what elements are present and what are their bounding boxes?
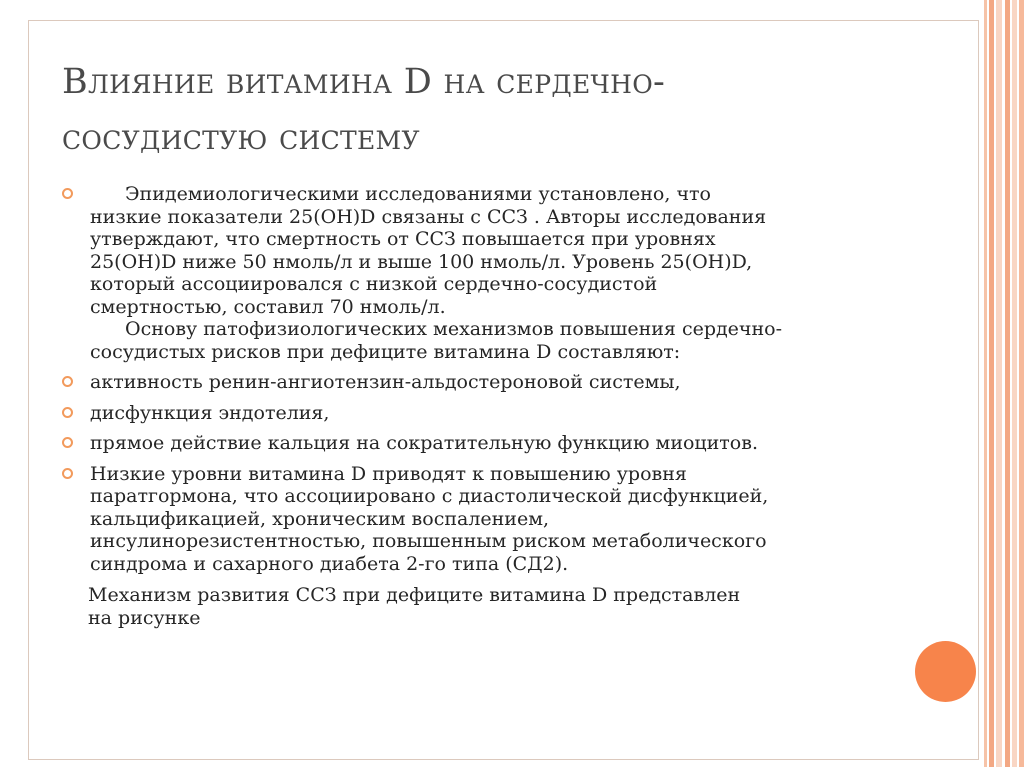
bullet-text: прямое действие кальция на сократительную функцию миоцитов. (90, 432, 758, 454)
slide-title (62, 54, 862, 166)
paragraph-line: Механизм развития ССЗ при дефиците витамина D представлен (88, 584, 741, 606)
paragraph-line: Основу патофизиологических механизмов повышения сердечно- (125, 318, 783, 340)
paragraph-line: паратгормона, что ассоциировано с диастолической дисфункцией, (90, 485, 769, 507)
paragraph-line: на рисунке (88, 606, 201, 629)
paragraph-line: инсулинорезистентностью, повышенным риском метаболического (90, 530, 767, 552)
title-line-1: Влияние витамина D на сердечно- (62, 62, 666, 102)
bullet-item-4 (62, 432, 882, 455)
bullet-circle-icon (62, 468, 73, 479)
paragraph-line: синдрома и сахарного диабета 2-го типа (СД2). (90, 552, 569, 575)
paragraph-line: кальцификацией, хроническим воспалением, (90, 507, 550, 530)
bullet-circle-icon (62, 188, 73, 199)
paragraph-line: Эпидемиологическими исследованиями установлено, что (125, 183, 711, 205)
paragraph-line: смертностью, составил 70 нмоль/л. (90, 295, 446, 318)
paragraph-line: 25(OH)D ниже 50 нмоль/л и выше 100 нмоль/л. Уровень 25(OH)D, (90, 250, 753, 273)
slide-body (62, 183, 882, 629)
paragraph-line: утверждают, что смертность от ССЗ повышается при уровнях (90, 228, 716, 250)
paragraph-line: сосудистых рисков при дефиците витамина D составляют: (90, 340, 681, 363)
bullet-item-2 (62, 371, 882, 394)
paragraph-line: который ассоциировался с низкой сердечно-сосудистой (90, 273, 658, 295)
bullet-item-3 (62, 402, 882, 425)
title-line-2: сосудистую систему (62, 118, 420, 158)
paragraph-line: Низкие уровни витамина D приводят к повышению уровня (90, 462, 687, 485)
bullet-circle-icon (62, 437, 73, 448)
bullet-text: активность ренин-ангиотензин-альдостероновой системы, (90, 371, 681, 393)
decorative-stripes (980, 0, 1024, 767)
decorative-orange-circle (915, 641, 976, 702)
bullet-text: дисфункция эндотелия, (90, 401, 330, 424)
bullet-item-5 (62, 463, 882, 576)
trailing-paragraph (62, 584, 882, 629)
paragraph-line: низкие показатели 25(OH)D связаны с ССЗ . Авторы исследования (90, 205, 767, 228)
bullet-item-1 (62, 183, 882, 363)
bullet-circle-icon (62, 376, 73, 387)
bullet-circle-icon (62, 407, 73, 418)
